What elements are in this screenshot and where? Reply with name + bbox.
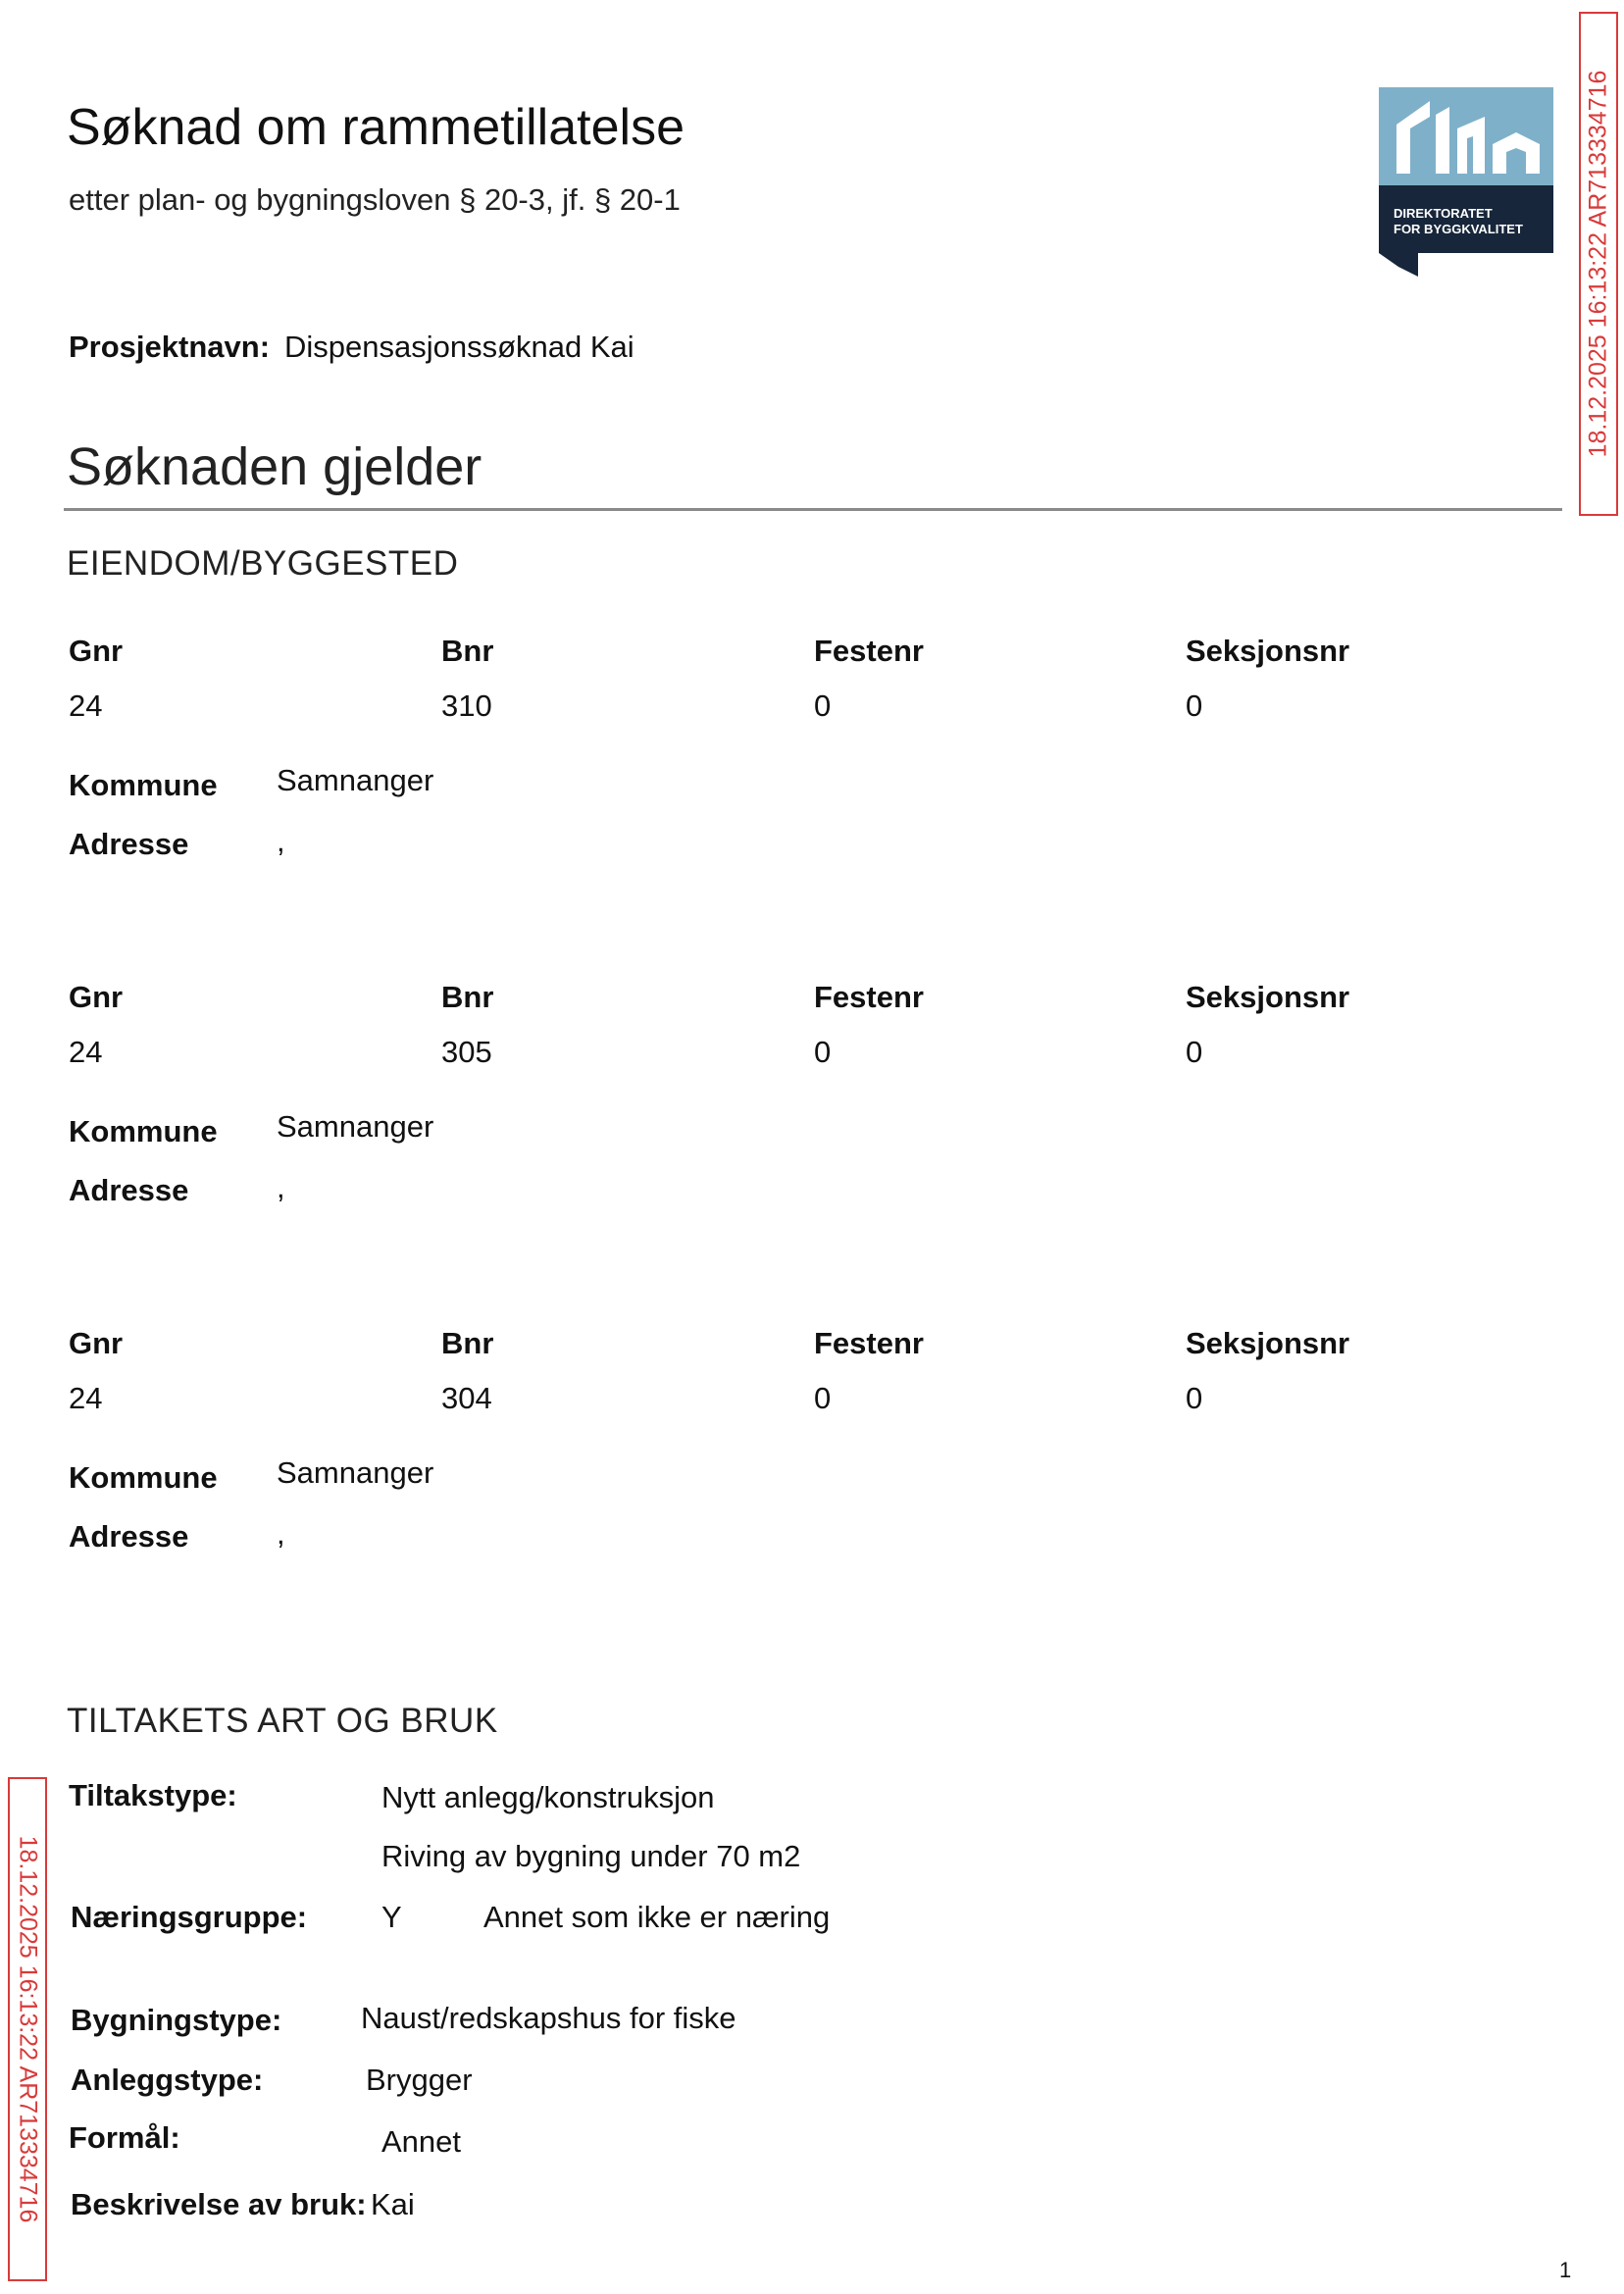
gnr-label: Gnr bbox=[69, 980, 124, 1014]
seksjonsnr-label: Seksjonsnr bbox=[1186, 980, 1350, 1014]
page-number: 1 bbox=[1559, 2258, 1572, 2282]
festenr-label: Festenr bbox=[814, 1326, 924, 1360]
tiltakstype-value: Riving av bygning under 70 m2 bbox=[381, 1839, 801, 1873]
logo-line-2: FOR BYGGKVALITET bbox=[1394, 222, 1523, 236]
property-heading: EIENDOM/BYGGESTED bbox=[67, 544, 459, 583]
section-divider bbox=[64, 508, 1562, 511]
seksjonsnr-label: Seksjonsnr bbox=[1186, 634, 1350, 668]
logo-text bbox=[1379, 206, 1553, 237]
stamp-text: 18.12.2025 16:13:22 AR713334716 bbox=[14, 1835, 42, 2223]
seksjonsnr-value: 0 bbox=[1186, 1035, 1203, 1069]
document-subtitle: etter plan- og bygningsloven § 20-3, jf. § 20-1 bbox=[69, 182, 681, 217]
adresse-label: Adresse bbox=[69, 1519, 189, 1554]
project-name-value: Dispensasjonssøknad Kai bbox=[284, 330, 634, 364]
bygningstype-value: Naust/redskapshus for fiske bbox=[361, 2001, 736, 2035]
festenr-label: Festenr bbox=[814, 634, 924, 668]
anleggstype-label: Anleggstype: bbox=[71, 2063, 264, 2097]
bnr-label: Bnr bbox=[441, 1326, 494, 1360]
seksjonsnr-value: 0 bbox=[1186, 688, 1203, 723]
document-title: Søknad om rammetillatelse bbox=[67, 99, 685, 156]
section-title: Søknaden gjelder bbox=[67, 437, 482, 496]
kommune-value: Samnanger bbox=[277, 1109, 434, 1144]
project-name-label: Prosjektnavn: bbox=[69, 330, 271, 364]
gnr-label: Gnr bbox=[69, 634, 124, 668]
logo-line-1: DIREKTORATET bbox=[1394, 206, 1493, 221]
tiltakstype-value: Nytt anlegg/konstruksjon bbox=[381, 1780, 715, 1814]
formal-value: Annet bbox=[381, 2124, 462, 2159]
adresse-label: Adresse bbox=[69, 827, 189, 861]
bnr-label: Bnr bbox=[441, 634, 494, 668]
gnr-value: 24 bbox=[69, 1381, 103, 1415]
kommune-value: Samnanger bbox=[277, 763, 434, 797]
bygningstype-label: Bygningstype: bbox=[71, 2003, 282, 2037]
festenr-value: 0 bbox=[814, 1035, 832, 1069]
timestamp-stamp-bottom bbox=[8, 1777, 47, 2281]
adresse-value: , bbox=[277, 1170, 285, 1204]
gnr-value: 24 bbox=[69, 688, 103, 723]
bnr-value: 305 bbox=[441, 1035, 492, 1069]
kommune-value: Samnanger bbox=[277, 1455, 434, 1490]
kommune-label: Kommune bbox=[69, 1460, 218, 1495]
adresse-value: , bbox=[277, 824, 285, 858]
gnr-label: Gnr bbox=[69, 1326, 124, 1360]
stamp-text: 18.12.2025 16:13:22 AR713334716 bbox=[1584, 70, 1612, 458]
beskrivelse-value: Kai bbox=[371, 2187, 415, 2221]
seksjonsnr-label: Seksjonsnr bbox=[1186, 1326, 1350, 1360]
kommune-label: Kommune bbox=[69, 1114, 218, 1148]
formal-label: Formål: bbox=[69, 2120, 180, 2155]
adresse-value: , bbox=[277, 1516, 285, 1551]
tiltakstype-label: Tiltakstype: bbox=[69, 1778, 237, 1812]
anleggstype-value: Brygger bbox=[366, 2063, 473, 2097]
festenr-value: 0 bbox=[814, 1381, 832, 1415]
kommune-label: Kommune bbox=[69, 768, 218, 802]
timestamp-stamp-top bbox=[1579, 12, 1618, 516]
bnr-label: Bnr bbox=[441, 980, 494, 1014]
gnr-value: 24 bbox=[69, 1035, 103, 1069]
tiltak-heading: TILTAKETS ART OG BRUK bbox=[67, 1702, 498, 1740]
seksjonsnr-value: 0 bbox=[1186, 1381, 1203, 1415]
bnr-value: 304 bbox=[441, 1381, 492, 1415]
dibk-logo bbox=[1379, 87, 1553, 277]
bnr-value: 310 bbox=[441, 688, 492, 723]
naeringsgruppe-code: Y bbox=[381, 1900, 402, 1934]
beskrivelse-label: Beskrivelse av bruk: bbox=[71, 2187, 367, 2221]
naeringsgruppe-label: Næringsgruppe: bbox=[71, 1900, 308, 1934]
festenr-value: 0 bbox=[814, 688, 832, 723]
adresse-label: Adresse bbox=[69, 1173, 189, 1207]
naeringsgruppe-value: Annet som ikke er næring bbox=[483, 1900, 831, 1934]
festenr-label: Festenr bbox=[814, 980, 924, 1014]
